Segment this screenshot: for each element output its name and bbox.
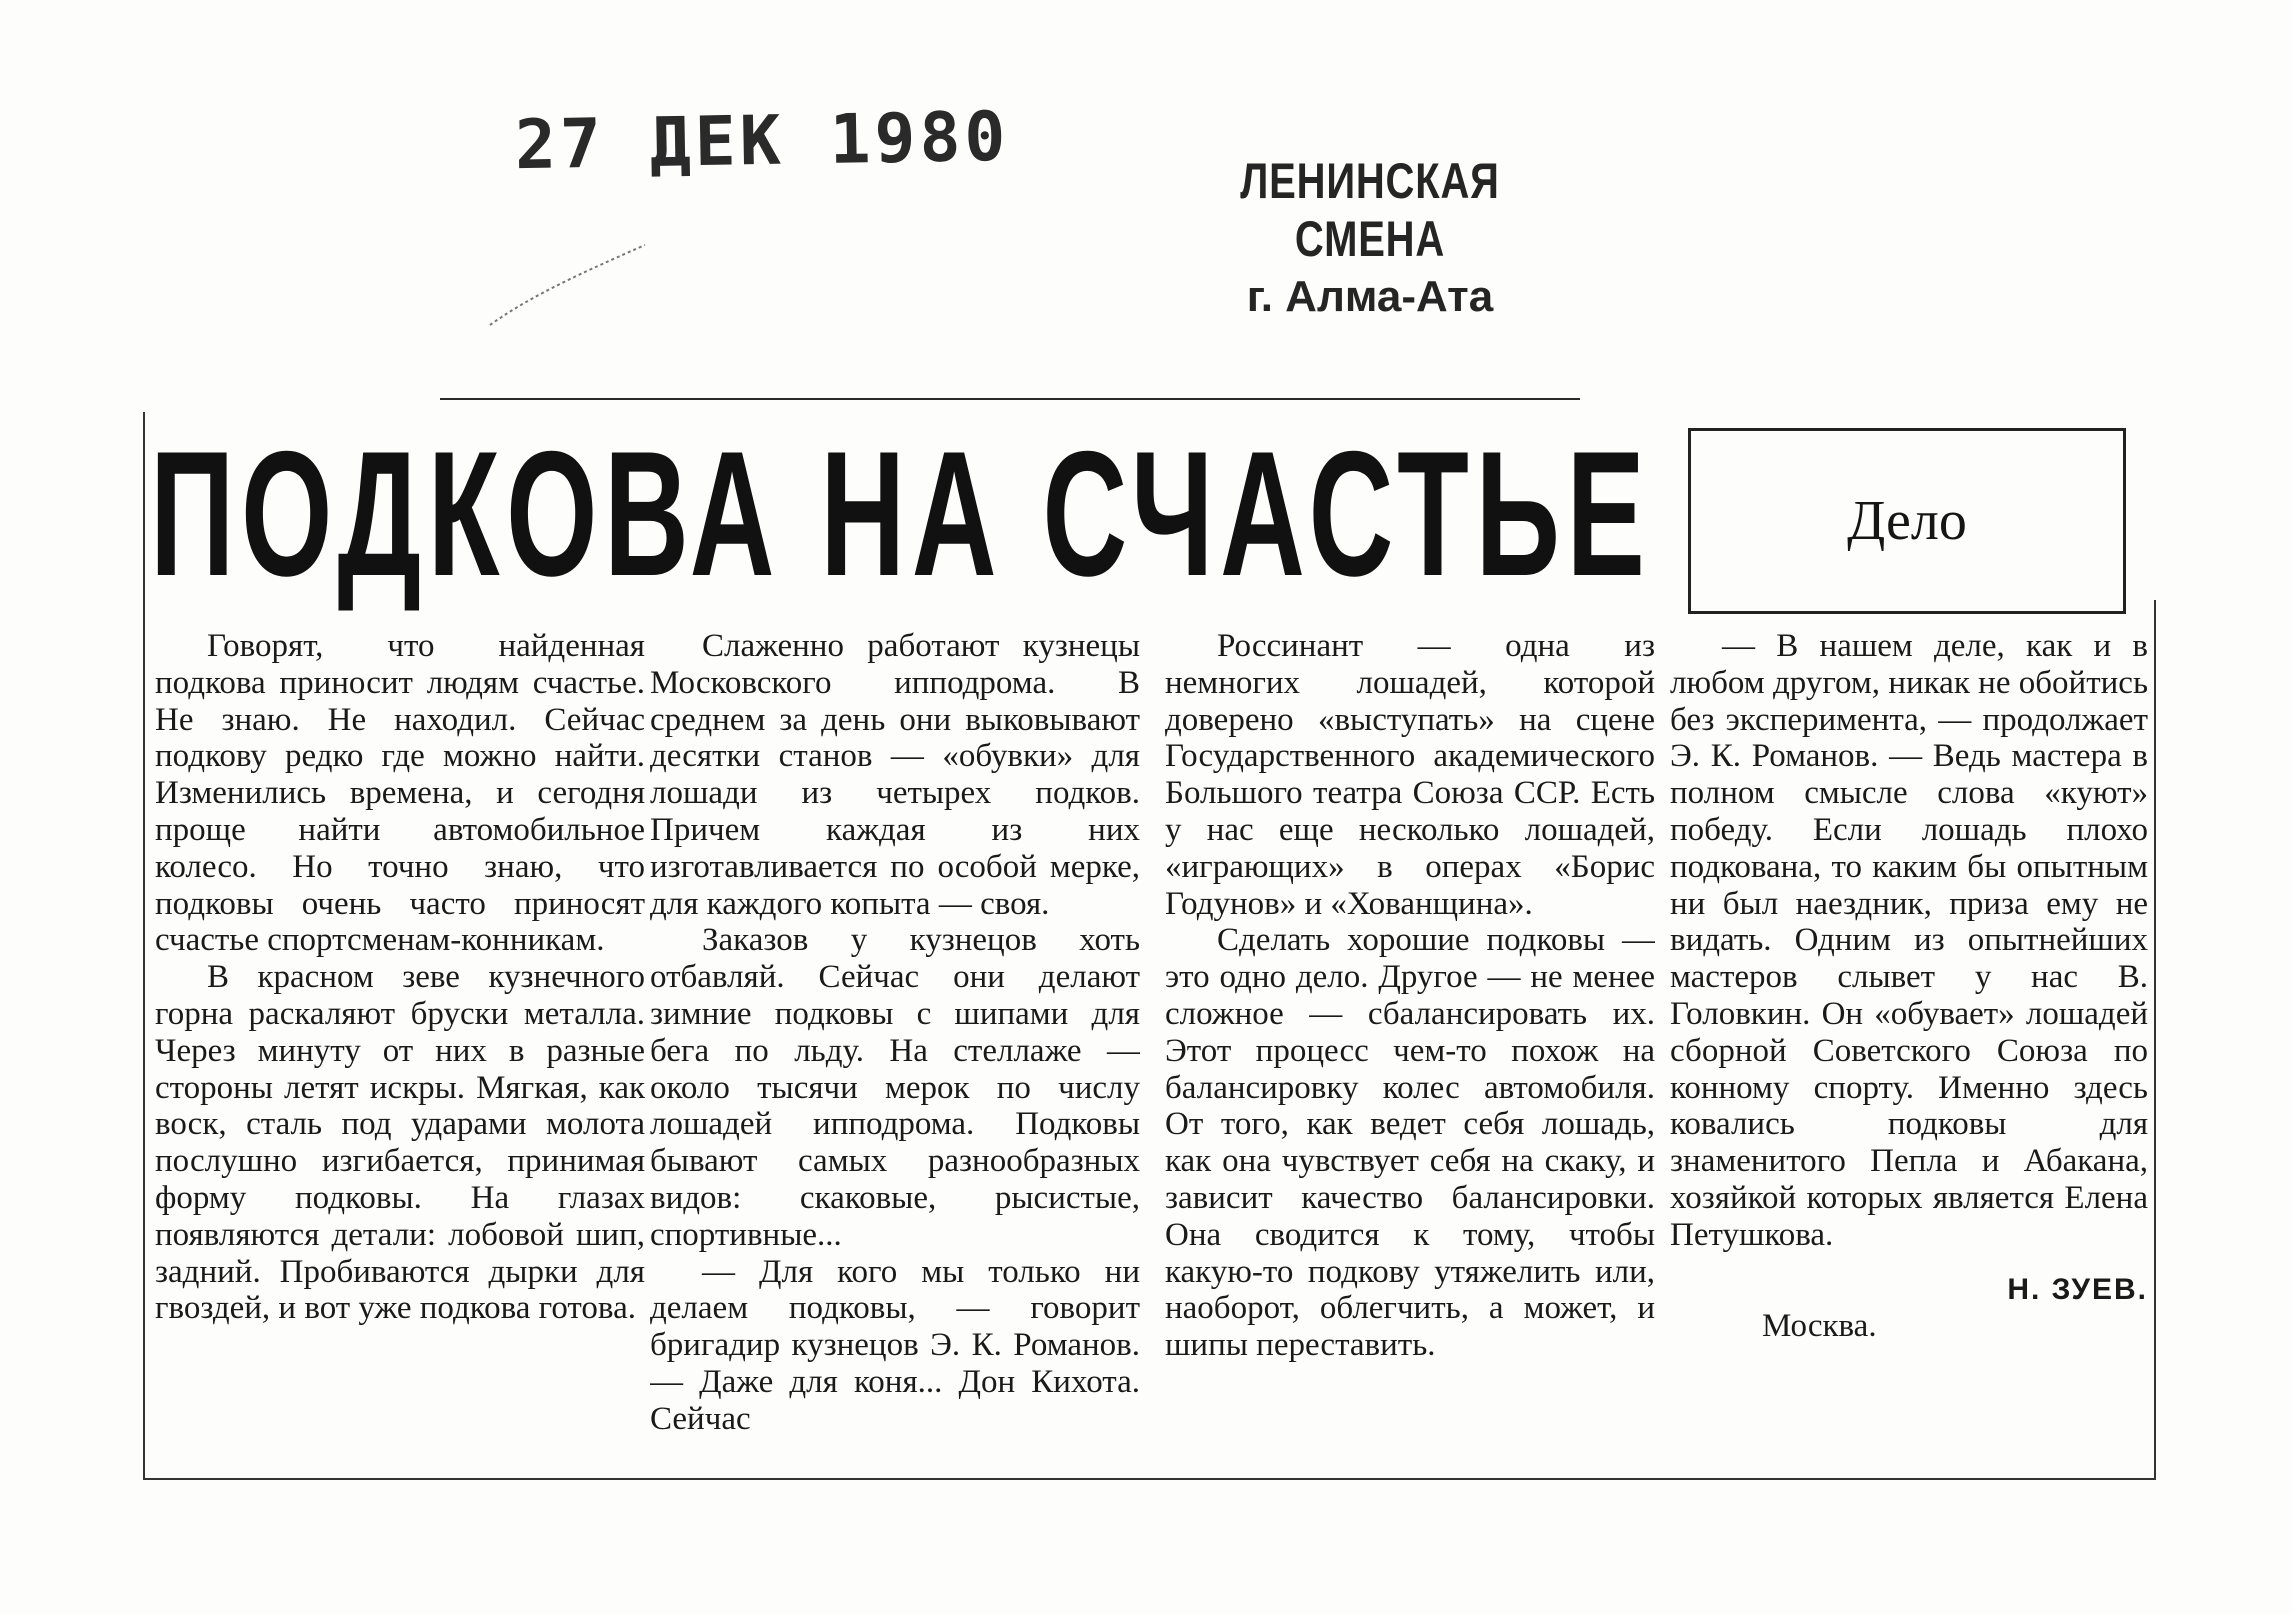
paragraph: Россинант — одна из немногих лошадей, которой доверено «выступать» на сцене Государственного академического Большого театра Союза ССР. Есть у нас еще несколько лошадей, «играющих» в операх «Борис Годунов» и «Хованщина».: [1165, 628, 1655, 922]
date-stamp: 27 ДЕК 1980: [514, 97, 1010, 186]
article-column-3: [1165, 628, 1655, 1364]
article-headline: ПОДКОВА НА СЧАСТЬЕ: [150, 414, 1652, 613]
paragraph: Слаженно работают кузнецы Московского ипподрома. В среднем за день они выковывают десятки станов — «обувки» для лошади из четырех подков. Причем каждая из них изготавливается по особой мерке, для каждого копыта — своя.: [650, 628, 1140, 922]
rubric-label: Дело: [1847, 490, 1967, 552]
paragraph: Заказов у кузнецов хоть отбавляй. Сейчас они делают зимние подковы с шипами для бега по льду. На стеллаже — около тысячи мерок по числу лошадей ипподрома. Подковы бывают самых разнообразных видов: скаковые, рысистые, спортивные...: [650, 922, 1140, 1253]
dateline-place: Москва.: [1762, 1308, 1877, 1345]
paragraph: Сделать хорошие подковы — это одно дело. Другое — не менее сложное — сбалансировать их. Этот процесс чем-то похож на балансировку колес автомобиля. От того, как ведет себя лошадь, как она чувствует себя на скаку, и зависит качество балансировки. Она сводится к тому, чтобы какую-то подкову утяжелить или, наоборот, облегчить, а может, и шипы переставить.: [1165, 922, 1655, 1364]
pencil-scratch-mark: [485, 240, 655, 330]
newspaper-city: г. Алма-Ата: [1246, 272, 1494, 321]
paragraph: — Для кого мы только ни делаем подковы, — говорит бригадир кузнецов Э. К. Романов. — Даже для коня... Дон Кихота. Сейчас: [650, 1253, 1140, 1437]
article-column-4: [1670, 628, 2148, 1345]
rubric-box: [1688, 428, 2126, 614]
paragraph: Говорят, что найденная подкова приносит людям счастье. Не знаю. Не находил. Сейчас подкову редко где можно найти. Изменились времена, и сегодня проще найти автомобильное колесо. Но точно знаю, что подковы очень часто приносят счастье спортсменам-конникам.: [155, 628, 645, 959]
newspaper-name: ЛЕНИНСКАЯ СМЕНА: [1240, 153, 1500, 267]
author-signature: Н. ЗУЕВ.: [2007, 1272, 2148, 1306]
clipping-edge-bottom: [143, 1478, 2156, 1480]
paragraph: — В нашем деле, как и в любом другом, никак не обойтись без эксперимента, — продолжает Э. К. Романов. — Ведь мастера в полном смысле слова «куют» победу. Если лошадь плохо подкована, то каким бы опытным ни был наездник, приза ему не видать. Одним из опытнейших мастеров слывет у нас В. Головкин. Он «обувает» лошадей сборной Советского Союза по конному спорту. Именно здесь ковались подковы для знаменитого Пепла и Абакана, хозяйкой которых является Елена Петушкова.: [1670, 628, 2148, 1253]
clipping-edge-left: [143, 412, 145, 1480]
clipping-edge-right: [2154, 600, 2156, 1480]
article-column-2: [650, 628, 1140, 1438]
article-column-1: [155, 628, 645, 1327]
newspaper-stamp: [1160, 152, 1580, 322]
headline-rule: [440, 398, 1580, 400]
paragraph: В красном зеве кузнечного горна раскаляют бруски металла. Через минуту от них в разные стороны летят искры. Мягкая, как воск, сталь под ударами молота послушно изгибается, принимая форму подковы. На глазах появляются детали: лобовой шип, задний. Пробиваются дырки для гвоздей, и вот уже подкова готова.: [155, 959, 645, 1327]
